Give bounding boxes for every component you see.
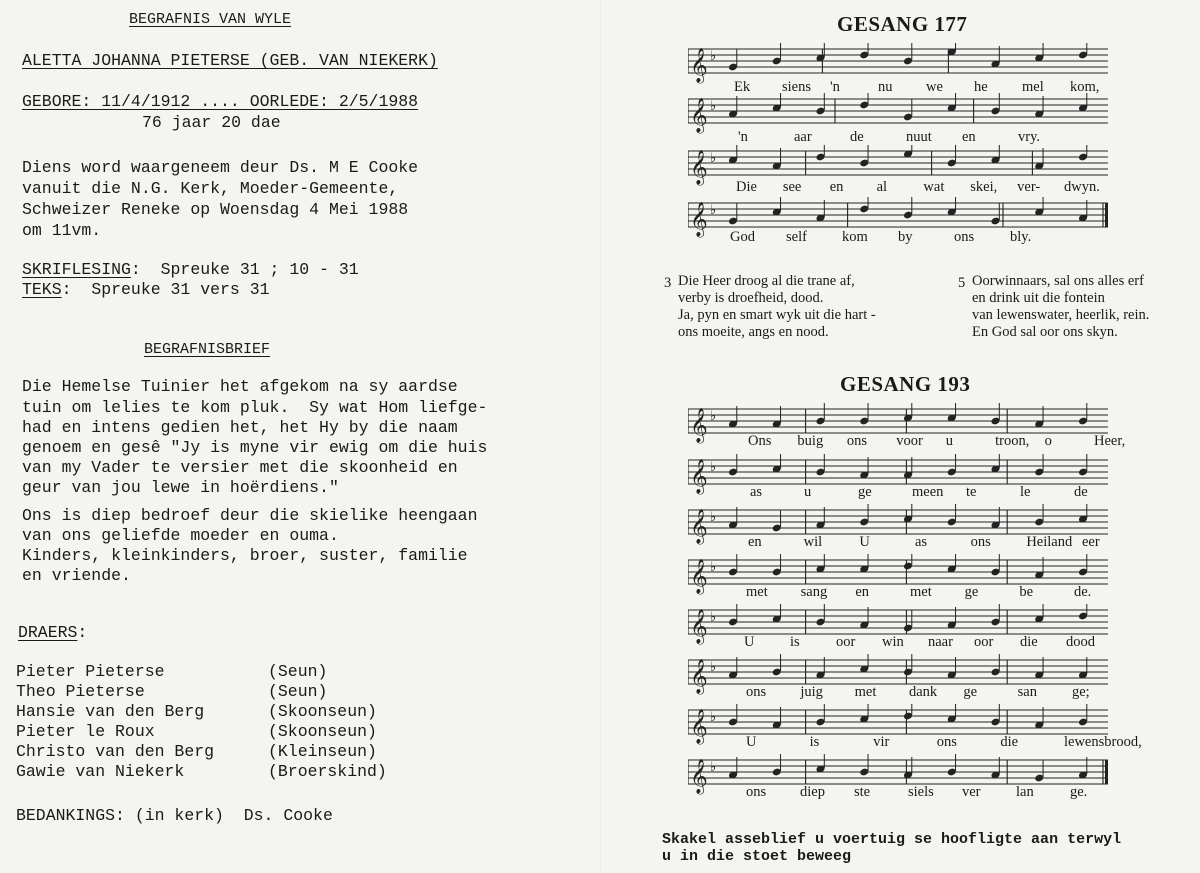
bearer-relation: (Skoonseun) <box>268 702 377 721</box>
letter-line: geur van jou lewe in hoërdiens." <box>22 478 339 497</box>
lyric-syllable: sang <box>800 584 828 600</box>
lyric-syllable: lan <box>1016 784 1034 800</box>
lyric-syllable: ons <box>954 229 975 245</box>
treble-clef-icon: 𝄞 <box>690 98 708 133</box>
lyric-syllable: wat <box>923 179 945 195</box>
service-line: om 11vm. <box>22 221 102 240</box>
treble-clef-icon: 𝄞 <box>690 559 708 594</box>
bearer-name: Gawie van Niekerk <box>16 762 185 781</box>
lyric-syllable: as <box>750 484 763 500</box>
lyric-syllable: aar <box>794 129 812 145</box>
treble-clef-icon: 𝄞 <box>690 509 708 544</box>
service-line: Diens word waargeneem deur Ds. M E Cooke <box>22 158 419 177</box>
bearer-relation: (Seun) <box>268 662 328 681</box>
bearer-relation: (Kleinseun) <box>268 742 377 761</box>
lyric-syllable: Ons <box>748 433 772 449</box>
lyric-syllable: by <box>898 229 913 245</box>
lyric-syllable: en <box>962 129 976 145</box>
bearer-relation: (Skoonseun) <box>268 722 377 741</box>
lyric-syllable: al <box>876 179 888 195</box>
lyric-syllable: met <box>854 684 877 700</box>
lyric-syllable: is <box>790 634 800 650</box>
lyric-syllable: bly. <box>1010 229 1032 245</box>
lyric-syllable: Die <box>736 179 757 195</box>
lyric-syllable: ge <box>858 484 872 500</box>
letter-line: genoem en gesê "Jy is myne vir ewig om die huis <box>22 438 488 457</box>
letter-line: had en intens gedien het, het Hy by die naam <box>22 418 458 437</box>
lyric-syllable: ge; <box>1072 684 1090 700</box>
letter-line: tuin om lelies te kom pluk. Sy wat Hom liefge- <box>22 398 488 417</box>
lyric-syllable: ge. <box>1070 784 1088 800</box>
lyric-syllable: met <box>910 584 932 600</box>
flat-sign-icon: ♭ <box>710 660 717 675</box>
page-fold <box>600 0 601 873</box>
flat-sign-icon: ♭ <box>710 203 717 218</box>
sermon-text-label: TEKS <box>22 280 62 299</box>
sermon-text-value: : Spreuke 31 vers 31 <box>61 280 270 299</box>
deceased-name: ALETTA JOHANNA PIETERSE (GEB. VAN NIEKERK) <box>22 51 438 70</box>
music-staff <box>688 43 1128 87</box>
lyric-syllable: ons <box>936 734 957 750</box>
heading: BEGRAFNIS VAN WYLE <box>129 11 292 28</box>
mourning-line: Ons is diep bedroef deur die skielike heengaan <box>22 506 478 525</box>
verse-5-line: En God sal oor ons skyn. <box>972 324 1118 340</box>
lyric-syllable: vry. <box>1018 129 1041 145</box>
treble-clef-icon: 𝄞 <box>690 150 708 185</box>
lyric-syllable: self <box>786 229 807 245</box>
lyric-syllable: see <box>782 179 802 195</box>
lyric-syllable: san <box>1017 684 1037 700</box>
verse-3-line: Die Heer droog al die trane af, <box>678 273 855 289</box>
lyric-syllable: we <box>926 79 943 95</box>
lyric-syllable: dwyn. <box>1064 179 1100 195</box>
lyric-syllable: nuut <box>906 129 932 145</box>
treble-clef-icon: 𝄞 <box>690 709 708 744</box>
lyric-syllable: kom, <box>1070 79 1100 95</box>
flat-sign-icon: ♭ <box>710 460 717 475</box>
treble-clef-icon: 𝄞 <box>690 408 708 443</box>
lyric-syllable: ver <box>962 784 981 800</box>
lyric-syllable: ons <box>970 534 991 550</box>
lyric-syllable: de. <box>1074 584 1092 600</box>
lyric-syllable: buig <box>797 433 824 449</box>
treble-clef-icon: 𝄞 <box>690 459 708 494</box>
scripture-reading <box>22 262 359 279</box>
lyric-syllable: siels <box>908 784 934 800</box>
flat-sign-icon: ♭ <box>710 560 717 575</box>
lyric-syllable: Ek <box>734 79 751 95</box>
verse-3-line: ons moeite, angs en nood. <box>678 324 829 340</box>
flat-sign-icon: ♭ <box>710 49 717 64</box>
lyric-syllable: oor <box>836 634 856 650</box>
notice-line: Skakel asseblief u voertuig se hoofligte aan terwyl <box>662 831 1122 848</box>
lyric-syllable: en <box>855 584 870 600</box>
sermon-text <box>22 282 270 299</box>
lyric-syllable: as <box>915 534 928 550</box>
treble-clef-icon: 𝄞 <box>690 659 708 694</box>
flat-sign-icon: ♭ <box>710 760 717 775</box>
flat-sign-icon: ♭ <box>710 610 717 625</box>
mourning-line: van ons geliefde moeder en ouma. <box>22 526 339 545</box>
lyric-syllable: troon, <box>995 433 1030 449</box>
lyric-syllable: ver- <box>1017 179 1041 195</box>
lyric-syllable: U <box>746 734 757 750</box>
lyric-syllable: U <box>744 634 755 650</box>
verse-5-line: en drink uit die fontein <box>972 290 1105 306</box>
verse-number: 5 <box>958 275 966 291</box>
lyric-syllable: o <box>1044 433 1052 449</box>
treble-clef-icon: 𝄞 <box>690 202 708 237</box>
lyric-syllable: he <box>974 79 988 95</box>
service-line: vanuit die N.G. Kerk, Moeder-Gemeente, <box>22 179 399 198</box>
lyric-syllable: meen <box>912 484 944 500</box>
verse-3-line: Ja, pyn en smart wyk uit die hart - <box>678 307 876 323</box>
bearer-name: Hansie van den Berg <box>16 702 205 721</box>
flat-sign-icon: ♭ <box>710 151 717 166</box>
lyric-syllable: 'n <box>738 129 748 145</box>
lyric-syllable: God <box>730 229 755 245</box>
scripture-reading-value: : Spreuke 31 ; 10 - 31 <box>130 260 359 279</box>
verse-5-line: van lewenswater, heerlik, rein. <box>972 307 1150 323</box>
lyric-syllable: en <box>748 534 762 550</box>
bearer-name: Christo van den Berg <box>16 742 215 761</box>
lyric-syllable: is <box>809 734 820 750</box>
lyric-syllable: ons <box>746 784 767 800</box>
lyric-syllable: voor <box>896 433 923 449</box>
lyric-syllable: juig <box>800 684 823 700</box>
verse-5-line: Oorwinnaars, sal ons alles erf <box>972 273 1144 289</box>
hymn-177-title: GESANG 177 <box>837 12 968 36</box>
lyric-syllable: die <box>1000 734 1019 750</box>
flat-sign-icon: ♭ <box>710 409 717 424</box>
lyric-syllable: te <box>966 484 977 500</box>
lyric-syllable: Heer, <box>1094 433 1126 449</box>
lyric-syllable: siens <box>782 79 811 95</box>
lyric-syllable: win <box>882 634 904 650</box>
letter-line: Die Hemelse Tuinier het afgekom na sy aardse <box>22 377 458 396</box>
lyric-syllable: de <box>1074 484 1088 500</box>
lyric-syllable: naar <box>928 634 953 650</box>
mourning-line: Kinders, kleinkinders, broer, suster, familie <box>22 546 468 565</box>
verse-number: 3 <box>664 275 672 291</box>
flat-sign-icon: ♭ <box>710 510 717 525</box>
lyric-syllable: dood <box>1066 634 1095 650</box>
bearer-name: Pieter le Roux <box>16 722 155 741</box>
lyric-syllable: be <box>1019 584 1034 600</box>
bearer-relation: (Broerskind) <box>268 762 387 781</box>
bearers-colon: : <box>77 623 88 642</box>
bearer-name: Pieter Pieterse <box>16 662 165 681</box>
lyric-syllable: eer <box>1082 534 1100 550</box>
lyric-syllable: ons <box>846 433 867 449</box>
lyric-syllable: wil <box>803 534 823 550</box>
lyric-syllable: u <box>804 484 812 500</box>
flat-sign-icon: ♭ <box>710 710 717 725</box>
lyric-syllable: ge <box>964 584 979 600</box>
bearers-label: DRAERS <box>18 623 78 642</box>
bearer-name: Theo Pieterse <box>16 682 145 701</box>
bearers-heading <box>18 625 87 642</box>
letter-line: van my Vader te versier met die skoonheid en <box>22 458 458 477</box>
lyric-syllable: diep <box>800 784 825 800</box>
bearer-relation: (Seun) <box>268 682 328 701</box>
lyric-syllable: met <box>746 584 768 600</box>
lyric-syllable: 'n <box>830 79 840 95</box>
lyric-syllable: Heiland <box>1026 534 1073 550</box>
age: 76 jaar 20 dae <box>142 113 281 132</box>
lyric-syllable: u <box>945 433 953 449</box>
verse-3-line: verby is droefheid, dood. <box>678 290 824 306</box>
lyric-syllable: oor <box>974 634 994 650</box>
flat-sign-icon: ♭ <box>710 99 717 114</box>
life-dates: GEBORE: 11/4/1912 .... OORLEDE: 2/5/1988 <box>22 92 419 111</box>
lyric-syllable: die <box>1020 634 1038 650</box>
lyric-syllable: dank <box>909 684 938 700</box>
lyric-syllable: skei, <box>970 179 998 195</box>
mourning-line: en vriende. <box>22 566 131 585</box>
scripture-reading-label: SKRIFLESING <box>22 260 131 279</box>
letter-heading: BEGRAFNISBRIEF <box>144 341 271 358</box>
hymn-193-title: GESANG 193 <box>840 372 971 396</box>
lyric-syllable: en <box>829 179 844 195</box>
acknowledgements: BEDANKINGS: (in kerk) Ds. Cooke <box>16 806 333 825</box>
treble-clef-icon: 𝄞 <box>690 759 708 794</box>
lyric-syllable: kom <box>842 229 868 245</box>
lyric-syllable: mel <box>1022 79 1044 95</box>
lyric-syllable: de <box>850 129 864 145</box>
notice-line: u in die stoet beweeg <box>662 848 852 865</box>
lyric-syllable: vir <box>873 734 890 750</box>
lyric-syllable: ste <box>854 784 871 800</box>
treble-clef-icon: 𝄞 <box>690 609 708 644</box>
lyric-syllable: ons <box>746 684 767 700</box>
treble-clef-icon: 𝄞 <box>690 48 708 83</box>
lyric-syllable: lewensbrood, <box>1064 734 1142 750</box>
lyric-syllable: nu <box>878 79 893 95</box>
lyric-syllable: U <box>859 534 870 550</box>
lyric-syllable: ge <box>963 684 978 700</box>
lyric-syllable: le <box>1020 484 1031 500</box>
service-line: Schweizer Reneke op Woensdag 4 Mei 1988 <box>22 200 409 219</box>
